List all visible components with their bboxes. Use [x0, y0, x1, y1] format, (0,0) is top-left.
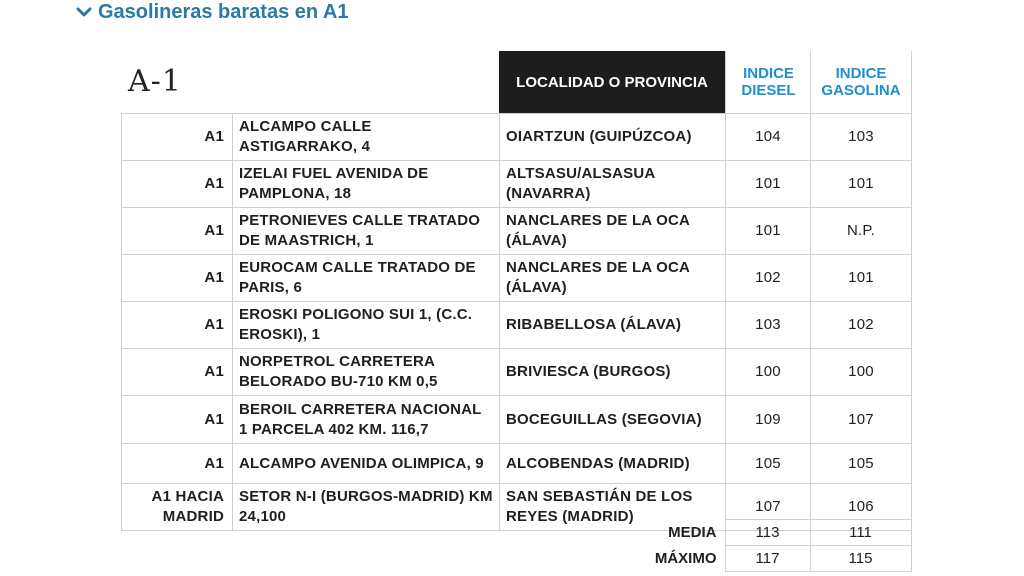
header-diesel-line2: DIESEL	[741, 82, 796, 99]
diesel-index-cell: 105	[726, 444, 811, 484]
table-row	[122, 161, 912, 208]
gasoline-index-cell: 103	[811, 114, 912, 161]
summary-row	[121, 546, 911, 572]
summary-gasoline: 115	[810, 546, 911, 572]
table-row	[122, 208, 912, 255]
station-cell: EUROCAM CALLE TRATADO DE PARIS, 6	[233, 255, 500, 302]
table-row	[122, 444, 912, 484]
summary-gasoline: 111	[810, 520, 911, 546]
gasoline-index-cell: 101	[811, 161, 912, 208]
station-cell: ALCAMPO AVENIDA OLIMPICA, 9	[233, 444, 500, 484]
diesel-index-cell: 107	[726, 484, 811, 531]
diesel-index-cell: 100	[726, 349, 811, 396]
gasoline-index-cell: 100	[811, 349, 912, 396]
station-cell: IZELAI FUEL AVENIDA DE PAMPLONA, 18	[233, 161, 500, 208]
header-diesel-line1: INDICE	[743, 65, 794, 82]
gasoline-index-cell: 105	[811, 444, 912, 484]
station-cell: BEROIL CARRETERA NACIONAL 1 PARCELA 402 KM. 116,7	[233, 396, 500, 444]
gasoline-index-cell: 102	[811, 302, 912, 349]
diesel-index-cell: 109	[726, 396, 811, 444]
table-row	[122, 349, 912, 396]
location-cell: BRIVIESCA (BURGOS)	[500, 349, 726, 396]
diesel-index-cell: 101	[726, 161, 811, 208]
road-cell: A1	[122, 161, 233, 208]
location-cell: RIBABELLOSA (ÁLAVA)	[500, 302, 726, 349]
diesel-index-cell: 104	[726, 114, 811, 161]
table-row	[122, 302, 912, 349]
toggle-label: Gasolineras baratas en A1	[98, 0, 349, 23]
location-cell: NANCLARES DE LA OCA (ÁLAVA)	[500, 208, 726, 255]
summary-row	[121, 520, 911, 546]
summary-diesel: 117	[725, 546, 810, 572]
location-cell: SAN SEBASTIÁN DE LOS REYES (MADRID)	[500, 484, 726, 531]
road-cell: A1	[122, 255, 233, 302]
table-row	[122, 255, 912, 302]
location-cell: ALTSASU/ALSASUA (NAVARRA)	[500, 161, 726, 208]
gasolineras-toggle[interactable]	[76, 0, 349, 24]
header-location: LOCALIDAD O PROVINCIA	[499, 51, 725, 113]
header-diesel	[725, 51, 811, 113]
location-cell: ALCOBENDAS (MADRID)	[500, 444, 726, 484]
road-cell: A1	[122, 349, 233, 396]
gasoline-index-cell: 107	[811, 396, 912, 444]
station-cell: ALCAMPO CALLE ASTIGARRAKO, 4	[233, 114, 500, 161]
diesel-index-cell: 103	[726, 302, 811, 349]
road-cell: A1	[122, 114, 233, 161]
diesel-index-cell: 101	[726, 208, 811, 255]
summary-label: MEDIA	[668, 524, 717, 541]
table-row	[122, 396, 912, 444]
summary-label: MÁXIMO	[654, 550, 717, 567]
road-cell: A1	[122, 302, 233, 349]
gasoline-index-cell: 106	[811, 484, 912, 531]
road-cell: A1	[122, 396, 233, 444]
header-gasoline-line2: GASOLINA	[821, 82, 901, 99]
road-cell: A1	[122, 444, 233, 484]
road-cell: A1	[122, 208, 233, 255]
chevron-down-icon	[76, 6, 92, 18]
station-cell: SETOR N-I (BURGOS-MADRID) KM 24,100	[233, 484, 500, 531]
road-title: A-1	[128, 64, 182, 99]
header-gasoline-line1: INDICE	[835, 65, 887, 82]
header-gasoline	[810, 51, 912, 113]
station-cell: PETRONIEVES CALLE TRATADO DE MAASTRICH, 1	[233, 208, 500, 255]
gasoline-index-cell: N.P.	[811, 208, 912, 255]
station-cell: EROSKI POLIGONO SUI 1, (C.C. EROSKI), 1	[233, 302, 500, 349]
summary-table	[121, 519, 912, 572]
table-row	[122, 114, 912, 161]
location-cell: BOCEGUILLAS (SEGOVIA)	[500, 396, 726, 444]
road-cell: A1 HACIA MADRID	[122, 484, 233, 531]
diesel-index-cell: 102	[726, 255, 811, 302]
stations-table	[121, 113, 912, 531]
location-cell: OIARTZUN (GUIPÚZCOA)	[500, 114, 726, 161]
summary-diesel: 113	[725, 520, 810, 546]
location-cell: NANCLARES DE LA OCA (ÁLAVA)	[500, 255, 726, 302]
station-cell: NORPETROL CARRETERA BELORADO BU-710 KM 0,5	[233, 349, 500, 396]
gasoline-index-cell: 101	[811, 255, 912, 302]
